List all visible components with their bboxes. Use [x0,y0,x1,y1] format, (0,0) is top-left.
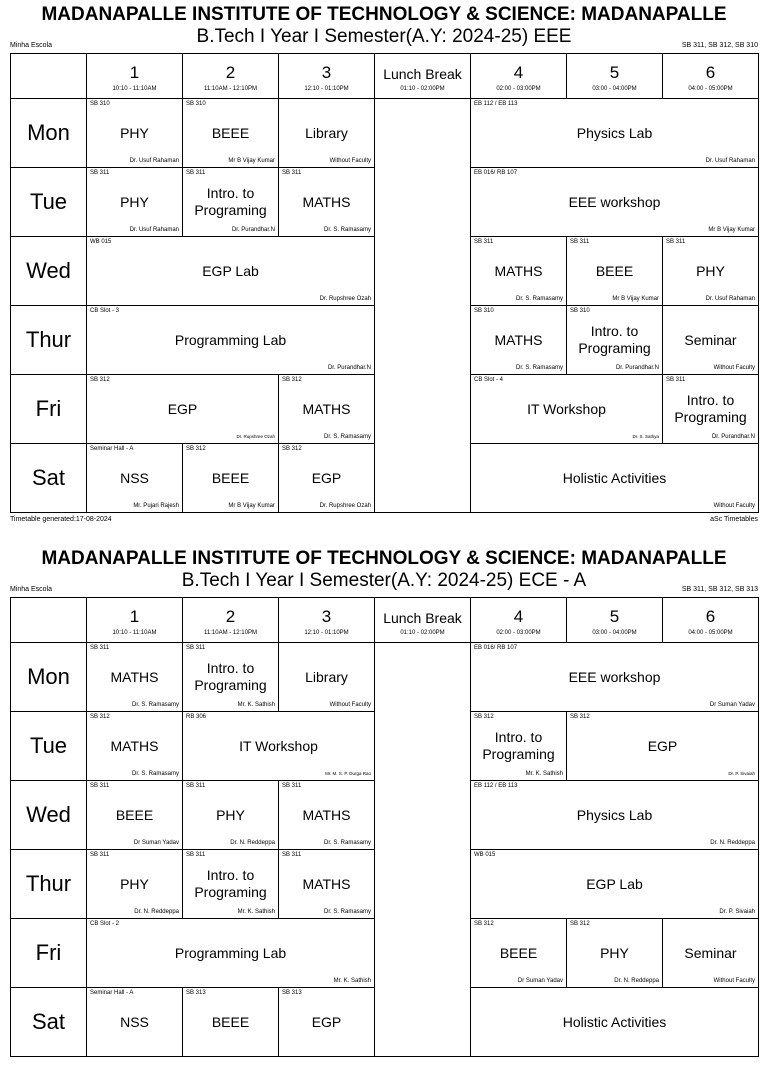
class-cell[interactable] [471,781,759,850]
room-code: SB 311 [282,783,302,789]
subject-name: EGP Lab [202,262,259,279]
class-cell[interactable] [183,643,279,712]
room-code: SB 310 [474,308,494,314]
faculty-name: Dr Suman Yadav [517,978,563,984]
period-time: 04:00 - 05:00PM [688,630,733,636]
subject-name: IT Workshop [239,737,318,754]
subject-name: Holistic Activities [562,469,667,486]
class-cell[interactable] [183,712,375,781]
lunch-header [375,598,471,643]
subject-name: Intro. to Programing [578,323,651,356]
faculty-name: Dr. N. Reddeppa [134,909,179,915]
subject-name: EGP [647,737,678,754]
room-code: CB Slot - 2 [90,921,120,927]
subject-name: MATHS [302,400,351,417]
faculty-name: Mr. Pujari Rajesh [133,503,179,509]
period-time: 02:00 - 03:00PM [496,86,541,92]
faculty-name: Dr. S. Ramasamy [323,840,371,846]
subject-name: MATHS [302,875,351,892]
room-code: EB 016/ RB 107 [474,170,518,176]
faculty-name: Dr Suman Yadav [133,840,179,846]
subject-name: Programming Lab [174,944,287,961]
period-header [471,598,567,643]
period-time: 03:00 - 04:00PM [592,630,637,636]
class-cell[interactable] [183,99,279,168]
subject-name: EEE workshop [568,668,661,685]
institute-title: MADANAPALLE INSTITUTE OF TECHNOLOGY & SCIENCE: MADANAPALLE [41,4,727,25]
class-cell[interactable] [87,168,183,237]
class-cell[interactable] [183,444,279,513]
period-header [87,598,183,643]
subject-name: NSS [120,1013,149,1030]
subject-name: Intro. to Programing [194,867,267,900]
subject-name: Intro. to Programing [194,185,267,218]
class-cell[interactable] [183,168,279,237]
class-cell[interactable] [663,375,759,444]
faculty-name: Dr. S. Ramasamy [515,296,563,302]
period-time: 11:10AM - 12:10PM [204,86,257,92]
class-cell[interactable] [471,168,759,237]
room-code: SB 310 [90,101,110,107]
class-cell[interactable] [183,850,279,919]
room-code: SB 311 [90,170,110,176]
subject-name: Library [305,668,348,685]
faculty-name: Dr. Purandhar.N [327,365,371,371]
day-label: Fri [11,919,87,988]
class-cell[interactable] [471,988,759,1057]
class-cell[interactable] [279,168,375,237]
subject-name: Seminar [684,944,737,961]
period-number: 6 [705,607,716,626]
faculty-name: Mr. K. Sathish [237,909,275,915]
room-code: EB 112 / EB 113 [474,101,518,107]
subject-name: PHY [120,124,149,141]
room-code: SB 311 [90,852,110,858]
period-number: 6 [705,63,716,82]
class-cell[interactable] [183,781,279,850]
faculty-name: Dr. N. Reddeppa [230,840,275,846]
period-time: 11:10AM - 12:10PM [204,630,257,636]
room-code: SB 312 [90,714,110,720]
period-header [567,598,663,643]
lunch-label: Lunch Break [383,66,462,82]
room-code: SB 311 [186,783,206,789]
room-code: WB 015 [474,852,496,858]
period-header [87,54,183,99]
room-code: SB 311 [90,783,110,789]
day-row [11,99,759,168]
room-code: SB 310 [186,101,206,107]
class-cell[interactable] [87,988,183,1057]
day-label: Tue [11,712,87,781]
header-row [11,54,759,99]
subject-name: PHY [696,262,725,279]
school-name: Minha Escola [10,586,53,593]
day-label: Mon [11,643,87,712]
lunch-break-column [375,643,471,1057]
faculty-name: Dr. S. Ramasamy [323,434,371,440]
subject-name: BEEE [211,124,250,141]
timetable-grid [10,597,759,1057]
class-cell[interactable] [567,712,759,781]
room-code: Seminar Hall - A [90,990,134,996]
subject-name: Intro. to Programing [194,660,267,693]
timetable-grid [10,53,759,513]
class-cell[interactable] [279,99,375,168]
class-cell[interactable] [471,919,567,988]
period-header [471,54,567,99]
room-code: SB 311 [90,645,110,651]
faculty-name: Without Faculty [329,158,371,164]
room-code: SB 311 [666,377,686,383]
class-cell[interactable] [471,375,663,444]
room-code: EB 016/ RB 107 [474,645,518,651]
day-label: Mon [11,99,87,168]
class-cell[interactable] [567,237,663,306]
class-cell[interactable] [87,712,183,781]
period-time: 12:10 - 01:10PM [304,630,349,636]
faculty-name: Dr. P. Sivaiah [719,909,755,915]
subject-name: MATHS [302,806,351,823]
subject-name: Intro. to Programing [674,392,747,425]
room-code: SB 311 [474,239,494,245]
room-code: SB 311 [666,239,686,245]
faculty-name: Mr B Vijay Kumar [228,158,275,164]
class-cell[interactable] [87,375,279,444]
lunch-label: Lunch Break [383,610,462,626]
period-time: 10:10 - 11:10AM [112,630,157,636]
room-code: RB 306 [186,714,207,720]
period-time: 10:10 - 11:10AM [112,86,157,92]
faculty-name: Dr. Purandhar.N [615,365,659,371]
faculty-name: Dr. Usuf Rahaman [129,227,179,233]
school-name: Minha Escola [10,42,53,49]
period-header [183,598,279,643]
timetable-page [0,544,768,1088]
faculty-name: Mr. K. Sathish [237,702,275,708]
faculty-name: Dr. S. Ramasamy [323,909,371,915]
day-label: Wed [11,781,87,850]
lunch-header [375,54,471,99]
faculty-name: Mr B Vijay Kumar [228,503,275,509]
subject-name: BEEE [115,806,154,823]
class-cell[interactable] [567,919,663,988]
period-number: 5 [609,607,620,626]
day-label: Wed [11,237,87,306]
rooms-list: SB 311, SB 312, SB 310 [681,42,758,49]
class-cell[interactable] [663,306,759,375]
day-row [11,643,759,712]
lunch-break-column [375,99,471,513]
faculty-name: Dr. Usuf Rahaman [129,158,179,164]
period-header [279,54,375,99]
room-code: SB 311 [186,852,206,858]
faculty-name: Without Faculty [713,978,755,984]
day-label: Sat [11,988,87,1057]
subject-name: PHY [600,944,629,961]
subject-name: Holistic Activities [562,1013,667,1030]
faculty-name: Dr. Usuf Rahaman [705,296,755,302]
subject-name: BEEE [211,1013,250,1030]
room-code: SB 312 [282,446,302,452]
room-code: SB 312 [570,921,590,927]
subject-name: EEE workshop [568,193,661,210]
day-label: Thur [11,306,87,375]
room-code: SB 310 [570,308,590,314]
subject-name: Physics Lab [576,806,653,823]
faculty-name: Dr. Rupshree Ozah [319,296,371,302]
day-label: Thur [11,850,87,919]
faculty-name: Without Faculty [713,365,755,371]
faculty-name: Mr. K. Sathish [333,978,371,984]
class-cell[interactable] [87,781,183,850]
room-code: SB 312 [186,446,206,452]
room-code: CB Slot - 4 [474,377,504,383]
faculty-name: Dr. S. Sathya [632,434,659,439]
period-number: 2 [225,63,236,82]
class-cell[interactable] [471,643,759,712]
period-number: 4 [513,63,524,82]
program-subtitle: B.Tech I Year I Semester(A.Y: 2024-25) EEE [196,26,572,47]
faculty-name: Dr. Purandhar.N [231,227,275,233]
subject-name: NSS [120,469,149,486]
subject-name: Seminar [684,331,737,348]
subject-name: Programming Lab [174,331,287,348]
period-time: 03:00 - 04:00PM [592,86,637,92]
class-cell[interactable] [87,850,183,919]
faculty-name: Without Faculty [329,702,371,708]
faculty-name: Dr. Rupshree Ozah [236,434,275,439]
period-number: 1 [129,63,140,82]
class-cell[interactable] [183,988,279,1057]
period-time: 01:10 - 02:00PM [400,86,445,92]
subject-name: PHY [120,193,149,210]
faculty-name: Mr B Vijay Kumar [612,296,659,302]
subject-name: BEEE [595,262,634,279]
period-header [279,598,375,643]
faculty-name: Dr. N. Reddeppa [614,978,659,984]
subject-name: EGP [311,469,342,486]
room-code: WB 015 [90,239,112,245]
software-credit: aSc Timetables [710,516,758,523]
period-number: 3 [321,63,332,82]
subject-name: EGP Lab [586,875,643,892]
class-cell[interactable] [471,306,567,375]
period-time: 02:00 - 03:00PM [496,630,541,636]
faculty-name: Dr Suman Yadav [709,702,755,708]
subject-name: MATHS [494,331,543,348]
subject-name: EGP [311,1013,342,1030]
room-code: SB 312 [474,921,494,927]
period-header [183,54,279,99]
day-label: Sat [11,444,87,513]
period-time: 01:10 - 02:00PM [400,630,445,636]
faculty-name: Dr. Purandhar.N [711,434,755,440]
subject-name: Library [305,124,348,141]
class-cell[interactable] [87,444,183,513]
program-subtitle: B.Tech I Year I Semester(A.Y: 2024-25) ECE - A [181,570,587,591]
class-cell[interactable] [87,643,183,712]
period-number: 4 [513,607,524,626]
class-cell[interactable] [87,919,375,988]
class-cell[interactable] [279,444,375,513]
room-code: Seminar Hall - A [90,446,134,452]
room-code: SB 313 [282,990,302,996]
class-cell[interactable] [663,237,759,306]
faculty-name: Mr B Vijay Kumar [708,227,755,233]
faculty-name: Dr. S. Ramasamy [323,227,371,233]
class-cell[interactable] [279,988,375,1057]
subject-name: Intro. to Programing [482,729,555,762]
class-cell[interactable] [471,850,759,919]
generated-date: Timetable generated:17-08-2024 [10,516,112,523]
class-cell[interactable] [567,306,663,375]
period-header [663,54,759,99]
faculty-name: Dr. Usuf Rahaman [705,158,755,164]
room-code: SB 311 [282,170,302,176]
room-code: SB 311 [570,239,590,245]
room-code: EB 112 / EB 113 [474,783,518,789]
class-cell[interactable] [471,237,567,306]
class-cell[interactable] [87,99,183,168]
class-cell[interactable] [471,444,759,513]
room-code: SB 312 [474,714,494,720]
period-time: 12:10 - 01:10PM [304,86,349,92]
subject-name: PHY [120,875,149,892]
subject-name: MATHS [302,193,351,210]
class-cell[interactable] [87,237,375,306]
room-code: CB Slot - 3 [90,308,120,314]
subject-name: MATHS [110,737,159,754]
room-code: SB 311 [282,852,302,858]
faculty-name: Mr. M. S. P. Durga Rao [325,771,371,776]
faculty-name: Mr. K. Sathish [525,771,563,777]
period-number: 2 [225,607,236,626]
class-cell[interactable] [279,375,375,444]
subject-name: PHY [216,806,245,823]
class-cell[interactable] [279,850,375,919]
rooms-list: SB 311, SB 312, SB 313 [681,586,758,593]
subject-name: IT Workshop [527,400,606,417]
subject-name: Physics Lab [576,124,653,141]
room-code: SB 311 [186,170,206,176]
period-header [567,54,663,99]
faculty-name: Without Faculty [713,503,755,509]
class-cell[interactable] [279,781,375,850]
subject-name: MATHS [110,668,159,685]
day-label: Fri [11,375,87,444]
institute-title: MADANAPALLE INSTITUTE OF TECHNOLOGY & SCIENCE: MADANAPALLE [41,548,727,569]
corner-cell [11,54,87,99]
subject-name: BEEE [211,469,250,486]
period-number: 5 [609,63,620,82]
faculty-name: Dr. S. Ramasamy [515,365,563,371]
faculty-name: Dr. S. Ramasamy [131,771,179,777]
class-cell[interactable] [663,919,759,988]
faculty-name: Dr. Rupshree Ozah [319,503,371,509]
faculty-name: Dr. S. Ramasamy [131,702,179,708]
day-label: Tue [11,168,87,237]
period-number: 3 [321,607,332,626]
class-cell[interactable] [279,643,375,712]
period-number: 1 [129,607,140,626]
room-code: SB 311 [186,645,206,651]
room-code: SB 312 [282,377,302,383]
subject-name: BEEE [499,944,538,961]
period-time: 04:00 - 05:00PM [688,86,733,92]
period-header [663,598,759,643]
room-code: SB 312 [90,377,110,383]
corner-cell [11,598,87,643]
header-row [11,598,759,643]
room-code: SB 313 [186,990,206,996]
class-cell[interactable] [471,99,759,168]
subject-name: EGP [167,400,198,417]
class-cell[interactable] [87,306,375,375]
faculty-name: Dr. P. Sivaiah [728,771,755,776]
subject-name: MATHS [494,262,543,279]
class-cell[interactable] [471,712,567,781]
faculty-name: Dr. N. Reddeppa [710,840,755,846]
room-code: SB 312 [570,714,590,720]
